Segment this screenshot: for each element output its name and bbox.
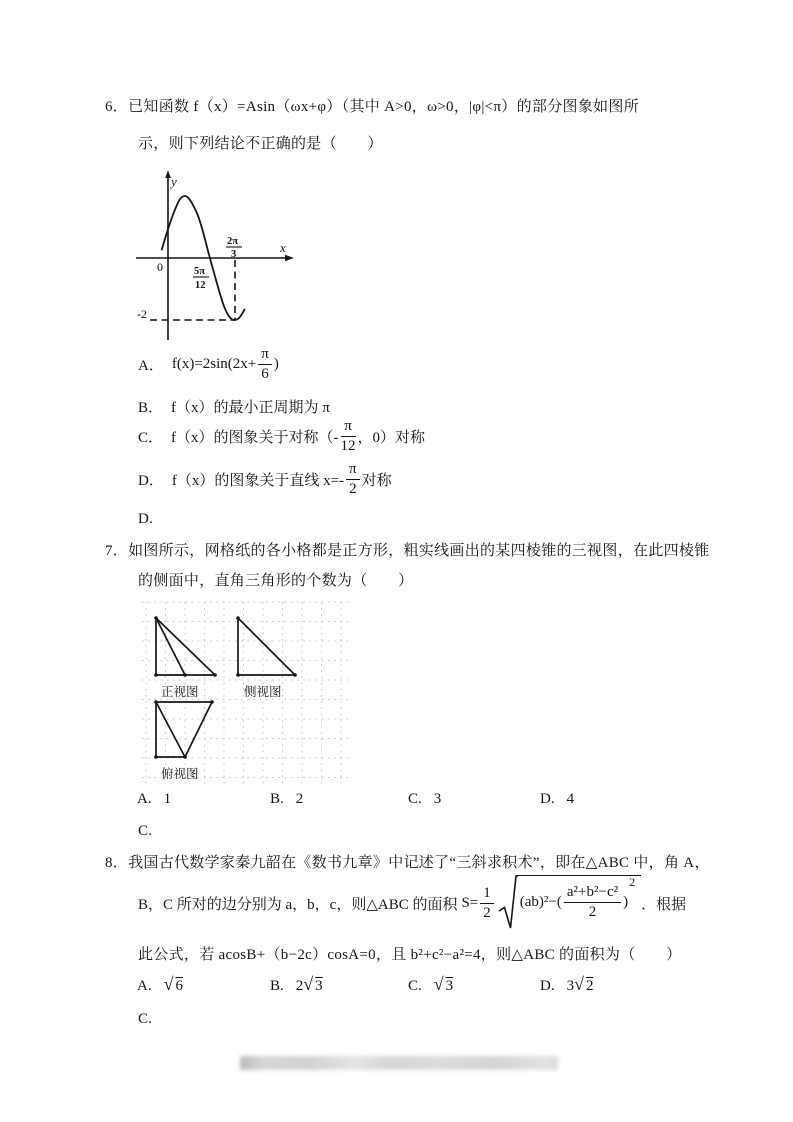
fraction-denominator: 6 bbox=[261, 365, 269, 382]
q8-option-c bbox=[408, 974, 455, 995]
option-text: 1 bbox=[163, 791, 172, 807]
front-view-shape bbox=[156, 618, 215, 675]
radical-value: 3 bbox=[315, 978, 323, 994]
option-text: 4 bbox=[566, 791, 575, 807]
top-view-shape bbox=[156, 702, 212, 757]
option-text: f（x）的图象关于对称（- bbox=[171, 429, 339, 446]
q8-option-b bbox=[270, 974, 325, 995]
question-number: 8． bbox=[105, 855, 129, 871]
option-label: C. bbox=[408, 978, 422, 994]
question-8-line2 bbox=[138, 874, 686, 932]
question-6-line1 bbox=[105, 96, 639, 118]
radicand-text: ) bbox=[623, 893, 629, 910]
square-root bbox=[498, 874, 641, 932]
question-text: 已知函数 f（x）=Asin（ωx+φ）（其中 A>0，ω>0，|φ|<π）的部分图象如图所 bbox=[128, 99, 640, 115]
q8-answer: C. bbox=[138, 1011, 153, 1027]
tick-2pi3-numerator: 2π bbox=[227, 236, 239, 247]
radical-value: 2 bbox=[585, 978, 594, 994]
question-text: 如图所示，网格纸的各小格都是正方形，粗实线画出的某四棱锥的三视图，在此四棱锥 bbox=[128, 543, 710, 559]
q6-answer: D. bbox=[138, 511, 154, 527]
option-label: A. bbox=[137, 791, 152, 807]
fraction bbox=[341, 418, 356, 454]
q7-option-a bbox=[137, 791, 171, 808]
option-text: 对称 bbox=[361, 472, 392, 489]
option-label: C. bbox=[408, 791, 422, 807]
fraction-numerator: π bbox=[346, 461, 360, 480]
outer-exponent: 2 bbox=[629, 874, 636, 889]
radical bbox=[434, 974, 455, 995]
radical-sign: √ bbox=[303, 974, 314, 994]
q7-option-d bbox=[540, 791, 574, 808]
option-text: f(x)=2sin(2x+ bbox=[171, 355, 257, 372]
question-text: B，C 所对的边分别为 a，b，c，则△ABC 的面积 bbox=[138, 896, 458, 913]
q6-option-a bbox=[138, 346, 279, 382]
question-7-line2: 的侧面中，直角三角形的个数为（ ） bbox=[138, 573, 414, 589]
fraction-numerator: 1 bbox=[480, 885, 494, 904]
origin-label: 0 bbox=[157, 260, 163, 274]
option-text: 3 bbox=[433, 791, 442, 807]
option-label: C． bbox=[138, 429, 164, 446]
q6-option-c bbox=[138, 418, 425, 454]
watermark-bar bbox=[240, 1056, 558, 1070]
x-axis-arrow bbox=[285, 255, 294, 261]
question-8-line3: 此公式，若 acosB+（b−2c）cosA=0，且 b²+c²−a²=4，则△ABC 的面积为（ ） bbox=[138, 947, 682, 963]
option-label: B. bbox=[270, 978, 284, 994]
option-label: B． bbox=[138, 400, 164, 416]
question-6-line2: 示，则下列结论不正确的是（ ） bbox=[138, 136, 383, 152]
fraction-denominator: 12 bbox=[340, 437, 356, 454]
radical-sign: √ bbox=[433, 974, 444, 994]
half-fraction bbox=[480, 885, 494, 921]
radical bbox=[303, 974, 324, 995]
option-label: D． bbox=[138, 472, 164, 489]
y-axis-arrow bbox=[165, 170, 171, 178]
option-coeff: 2 bbox=[295, 978, 304, 994]
q7-option-c bbox=[408, 791, 441, 808]
option-label: D. bbox=[540, 978, 555, 994]
option-text: ，0）对称 bbox=[357, 429, 426, 446]
fraction bbox=[346, 461, 360, 497]
option-text: ) bbox=[273, 355, 279, 372]
q7-answer: C. bbox=[138, 823, 153, 839]
function-graph bbox=[130, 168, 300, 343]
radical-sign: √ bbox=[163, 974, 174, 994]
question-number: 7． bbox=[105, 543, 129, 559]
y-axis-label: y bbox=[171, 174, 177, 189]
side-view-shape bbox=[238, 618, 295, 675]
radical-sign bbox=[498, 874, 518, 932]
question-7-line1 bbox=[105, 540, 710, 562]
top-view-label: 俯视图 bbox=[161, 767, 199, 781]
option-label: B. bbox=[270, 791, 284, 807]
option-text: 2 bbox=[295, 791, 304, 807]
q8-option-a bbox=[137, 974, 185, 995]
fraction-denominator: 2 bbox=[349, 480, 357, 497]
x-axis-label: x bbox=[280, 240, 286, 255]
formula-lead: S= bbox=[461, 894, 479, 911]
front-view-label: 正视图 bbox=[161, 685, 199, 699]
option-text: f（x）的最小正周期为 π bbox=[171, 400, 330, 416]
radical bbox=[164, 974, 185, 995]
fraction-numerator: π bbox=[341, 418, 356, 437]
inner-fraction bbox=[564, 884, 621, 920]
side-view-label: 侧视图 bbox=[244, 685, 282, 699]
three-view-figure bbox=[140, 598, 352, 792]
fraction-denominator: 2 bbox=[588, 903, 597, 920]
radicand bbox=[516, 875, 641, 928]
option-coeff: 3 bbox=[566, 978, 575, 994]
fraction-numerator: π bbox=[258, 346, 272, 365]
fraction-numerator: a²+b²−c² bbox=[564, 884, 621, 903]
radical-sign: √ bbox=[574, 974, 584, 994]
question-text: 我国古代数学家秦九韶在《数书九章》中记述了“三斜求积术”，即在△ABC 中，角 A， bbox=[128, 855, 710, 871]
q6-option-d bbox=[138, 461, 392, 497]
radical-value: 3 bbox=[445, 978, 454, 994]
question-number: 6． bbox=[105, 99, 129, 115]
q7-option-b bbox=[270, 791, 303, 808]
radicand-text: (ab)²−( bbox=[519, 893, 562, 910]
tick-5pi12-denominator: 12 bbox=[195, 280, 206, 291]
option-label: A. bbox=[137, 978, 152, 994]
question-text: ．根据 bbox=[641, 896, 687, 913]
option-label: A． bbox=[138, 357, 164, 374]
radical bbox=[574, 974, 595, 995]
fraction bbox=[258, 346, 272, 382]
q8-option-d bbox=[540, 974, 595, 995]
tick-5pi12-numerator: 5π bbox=[194, 266, 206, 277]
question-8-line1 bbox=[105, 852, 710, 874]
radical-value: 6 bbox=[175, 978, 183, 994]
tick-2pi3-denominator: 3 bbox=[231, 249, 237, 260]
min-value-label: -2 bbox=[137, 307, 147, 321]
option-text: f（x）的图象关于直线 x=- bbox=[171, 472, 345, 489]
option-label: D. bbox=[540, 791, 555, 807]
q6-option-b bbox=[138, 396, 330, 417]
fraction-denominator: 2 bbox=[483, 904, 491, 921]
